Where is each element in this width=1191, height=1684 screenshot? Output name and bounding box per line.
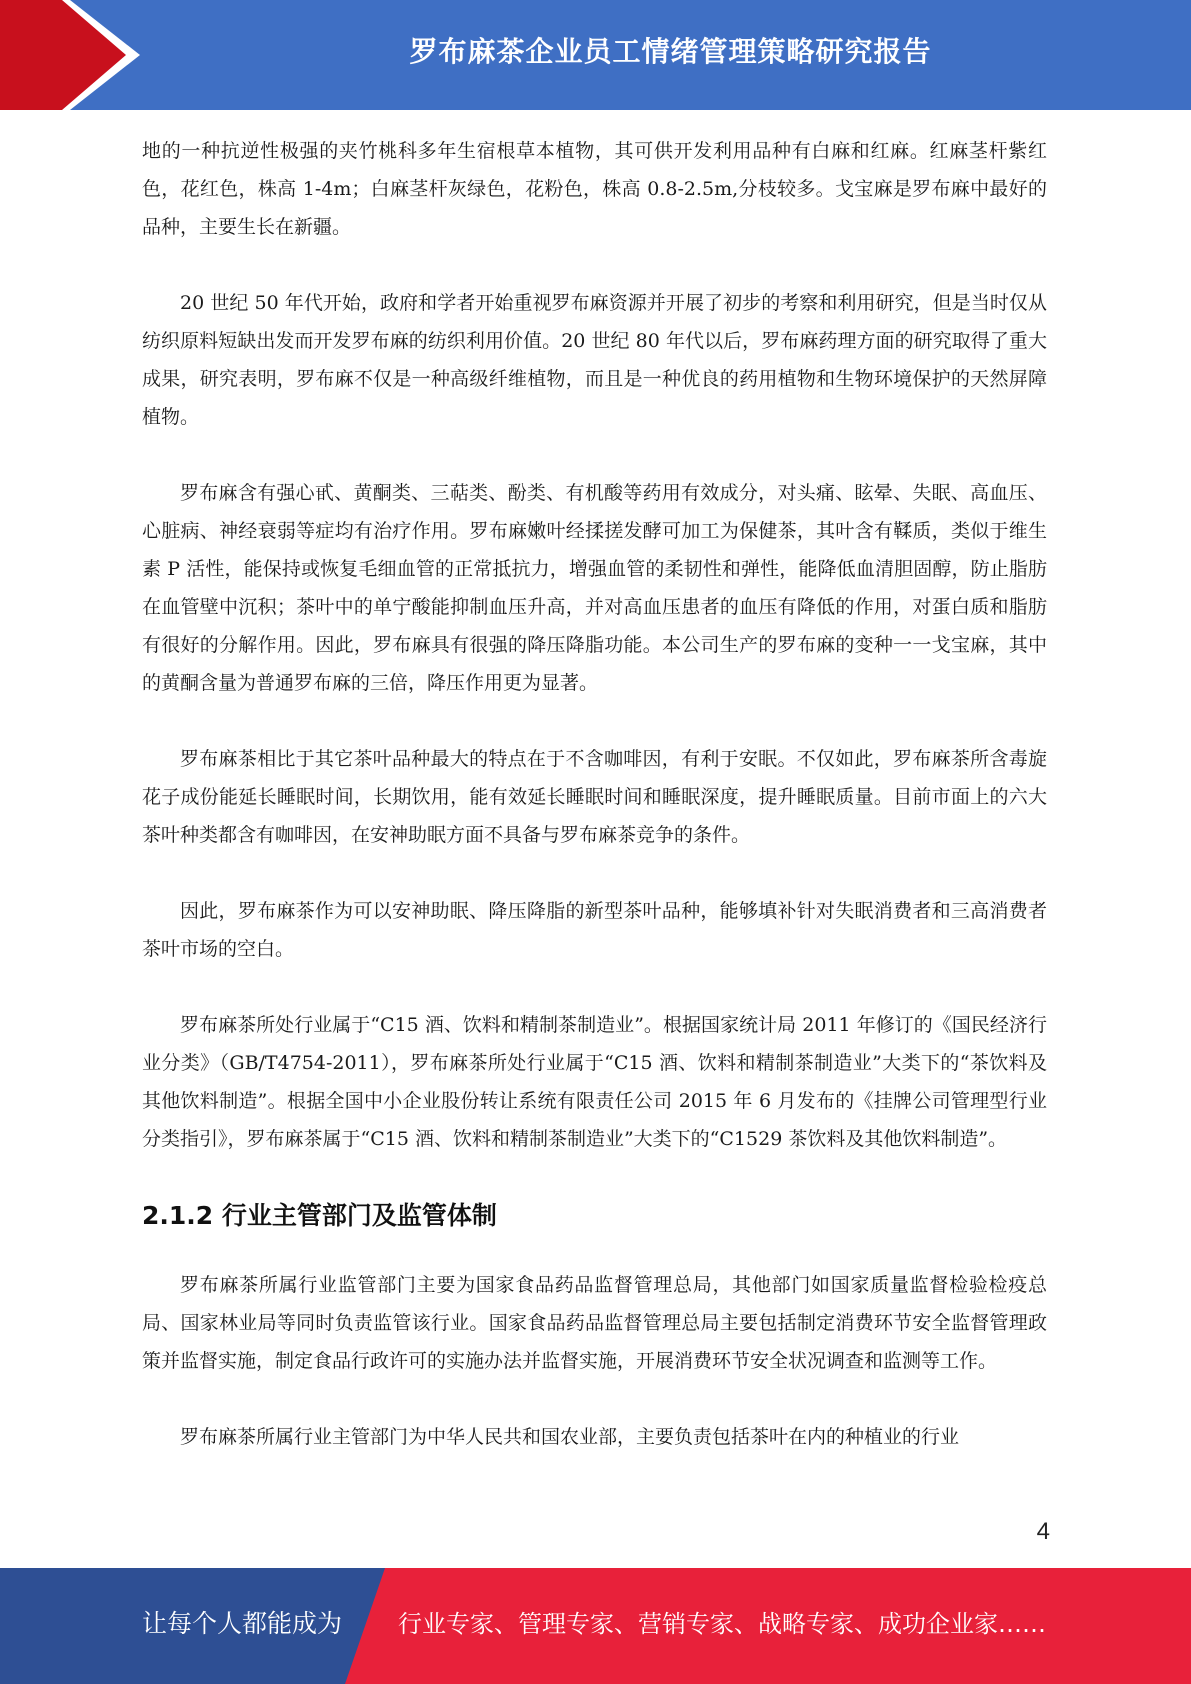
paragraph: 罗布麻茶相比于其它茶叶品种最大的特点在于不含咖啡因，有利于安眠。不仅如此，罗布麻茶所含毒旋花子成份能延长睡眠时间，长期饮用，能有效延长睡眠时间和睡眠深度，提升睡眠质量。目前市面上的六大茶叶种类都含有咖啡因，在安神助眠方面不具备与罗布麻茶竞争的条件。 (142, 748, 1047, 846)
paragraph: 地的一种抗逆性极强的夹竹桃科多年生宿根草本植物，其可供开发利用品种有白麻和红麻。红麻茎杆紫红色，花红色，株高 1-4m；白麻茎杆灰绿色，花粉色，株高 0.8-2.5m,分枝较多。戈宝麻是罗布麻中最好的品种，主要生长在新疆。 (142, 140, 1047, 238)
page-footer (0, 1568, 1191, 1684)
footer-slogan-left: 让每个人都能成为 (142, 1609, 343, 1638)
paragraph: 罗布麻茶所属行业监管部门主要为国家食品药品监督管理总局，其他部门如国家质量监督检验检疫总局、国家林业局等同时负责监管该行业。国家食品药品监督管理总局主要包括制定消费环节安全监督管理政策并监督实施，制定食品行政许可的实施办法并监督实施，开展消费环节安全状况调查和监测等工作。 (142, 1274, 1047, 1372)
paragraph: 罗布麻茶所处行业属于“C15 酒、饮料和精制茶制造业”。根据国家统计局 2011 年修订的《国民经济行业分类》（GB/T4754-2011），罗布麻茶所处行业属于“C15 酒、饮料和精制茶制造业”大类下的“茶饮料及其他饮料制造”。根据全国中小企业股份转让系统有限责任公司 2015 年 6 月发布的《挂牌公司管理型行业分类指引》，罗布麻茶属于“C15 酒、饮料和精制茶制造业”大类下的“C1529 茶饮料及其他饮料制造”。 (142, 1014, 1047, 1150)
page-number: 4 (1036, 1518, 1050, 1545)
paragraph: 因此，罗布麻茶作为可以安神助眠、降压降脂的新型茶叶品种，能够填补针对失眠消费者和三高消费者茶叶市场的空白。 (142, 900, 1047, 960)
document-title: 罗布麻茶企业员工情绪管理策略研究报告 (409, 35, 932, 68)
section-heading: 2.1.2 行业主管部门及监管体制 (142, 1201, 497, 1230)
paragraph: 罗布麻含有强心甙、黄酮类、三萜类、酚类、有机酸等药用有效成分，对头痛、眩晕、失眠、高血压、心脏病、神经衰弱等症均有治疗作用。罗布麻嫩叶经揉搓发酵可加工为保健茶，其叶含有鞣质，类似于维生素 P 活性，能保持或恢复毛细血管的正常抵抗力，增强血管的柔韧性和弹性，能降低血清胆固醇，防止脂肪在血管壁中沉积；茶叶中的单宁酸能抑制血压升高，并对高血压患者的血压有降低的作用，对蛋白质和脂肪有很好的分解作用。因此，罗布麻具有很强的降压降脂功能。本公司生产的罗布麻的变种一一戈宝麻，其中的黄酮含量为普通罗布麻的三倍，降压作用更为显著。 (142, 482, 1047, 694)
report-body (142, 132, 1047, 1494)
footer-slogan-right: 行业专家、管理专家、营销专家、战略专家、成功企业家…… (398, 1610, 1046, 1638)
paragraph: 罗布麻茶所属行业主管部门为中华人民共和国农业部，主要负责包括茶叶在内的种植业的行业 (180, 1426, 960, 1448)
page-header (0, 0, 1191, 110)
paragraph: 20 世纪 50 年代开始，政府和学者开始重视罗布麻资源并开展了初步的考察和利用研究，但是当时仅从纺织原料短缺出发而开发罗布麻的纺织利用价值。20 世纪 80 年代以后，罗布麻药理方面的研究取得了重大成果，研究表明，罗布麻不仅是一种高级纤维植物，而且是一种优良的药用植物和生物环境保护的天然屏障植物。 (142, 292, 1047, 428)
